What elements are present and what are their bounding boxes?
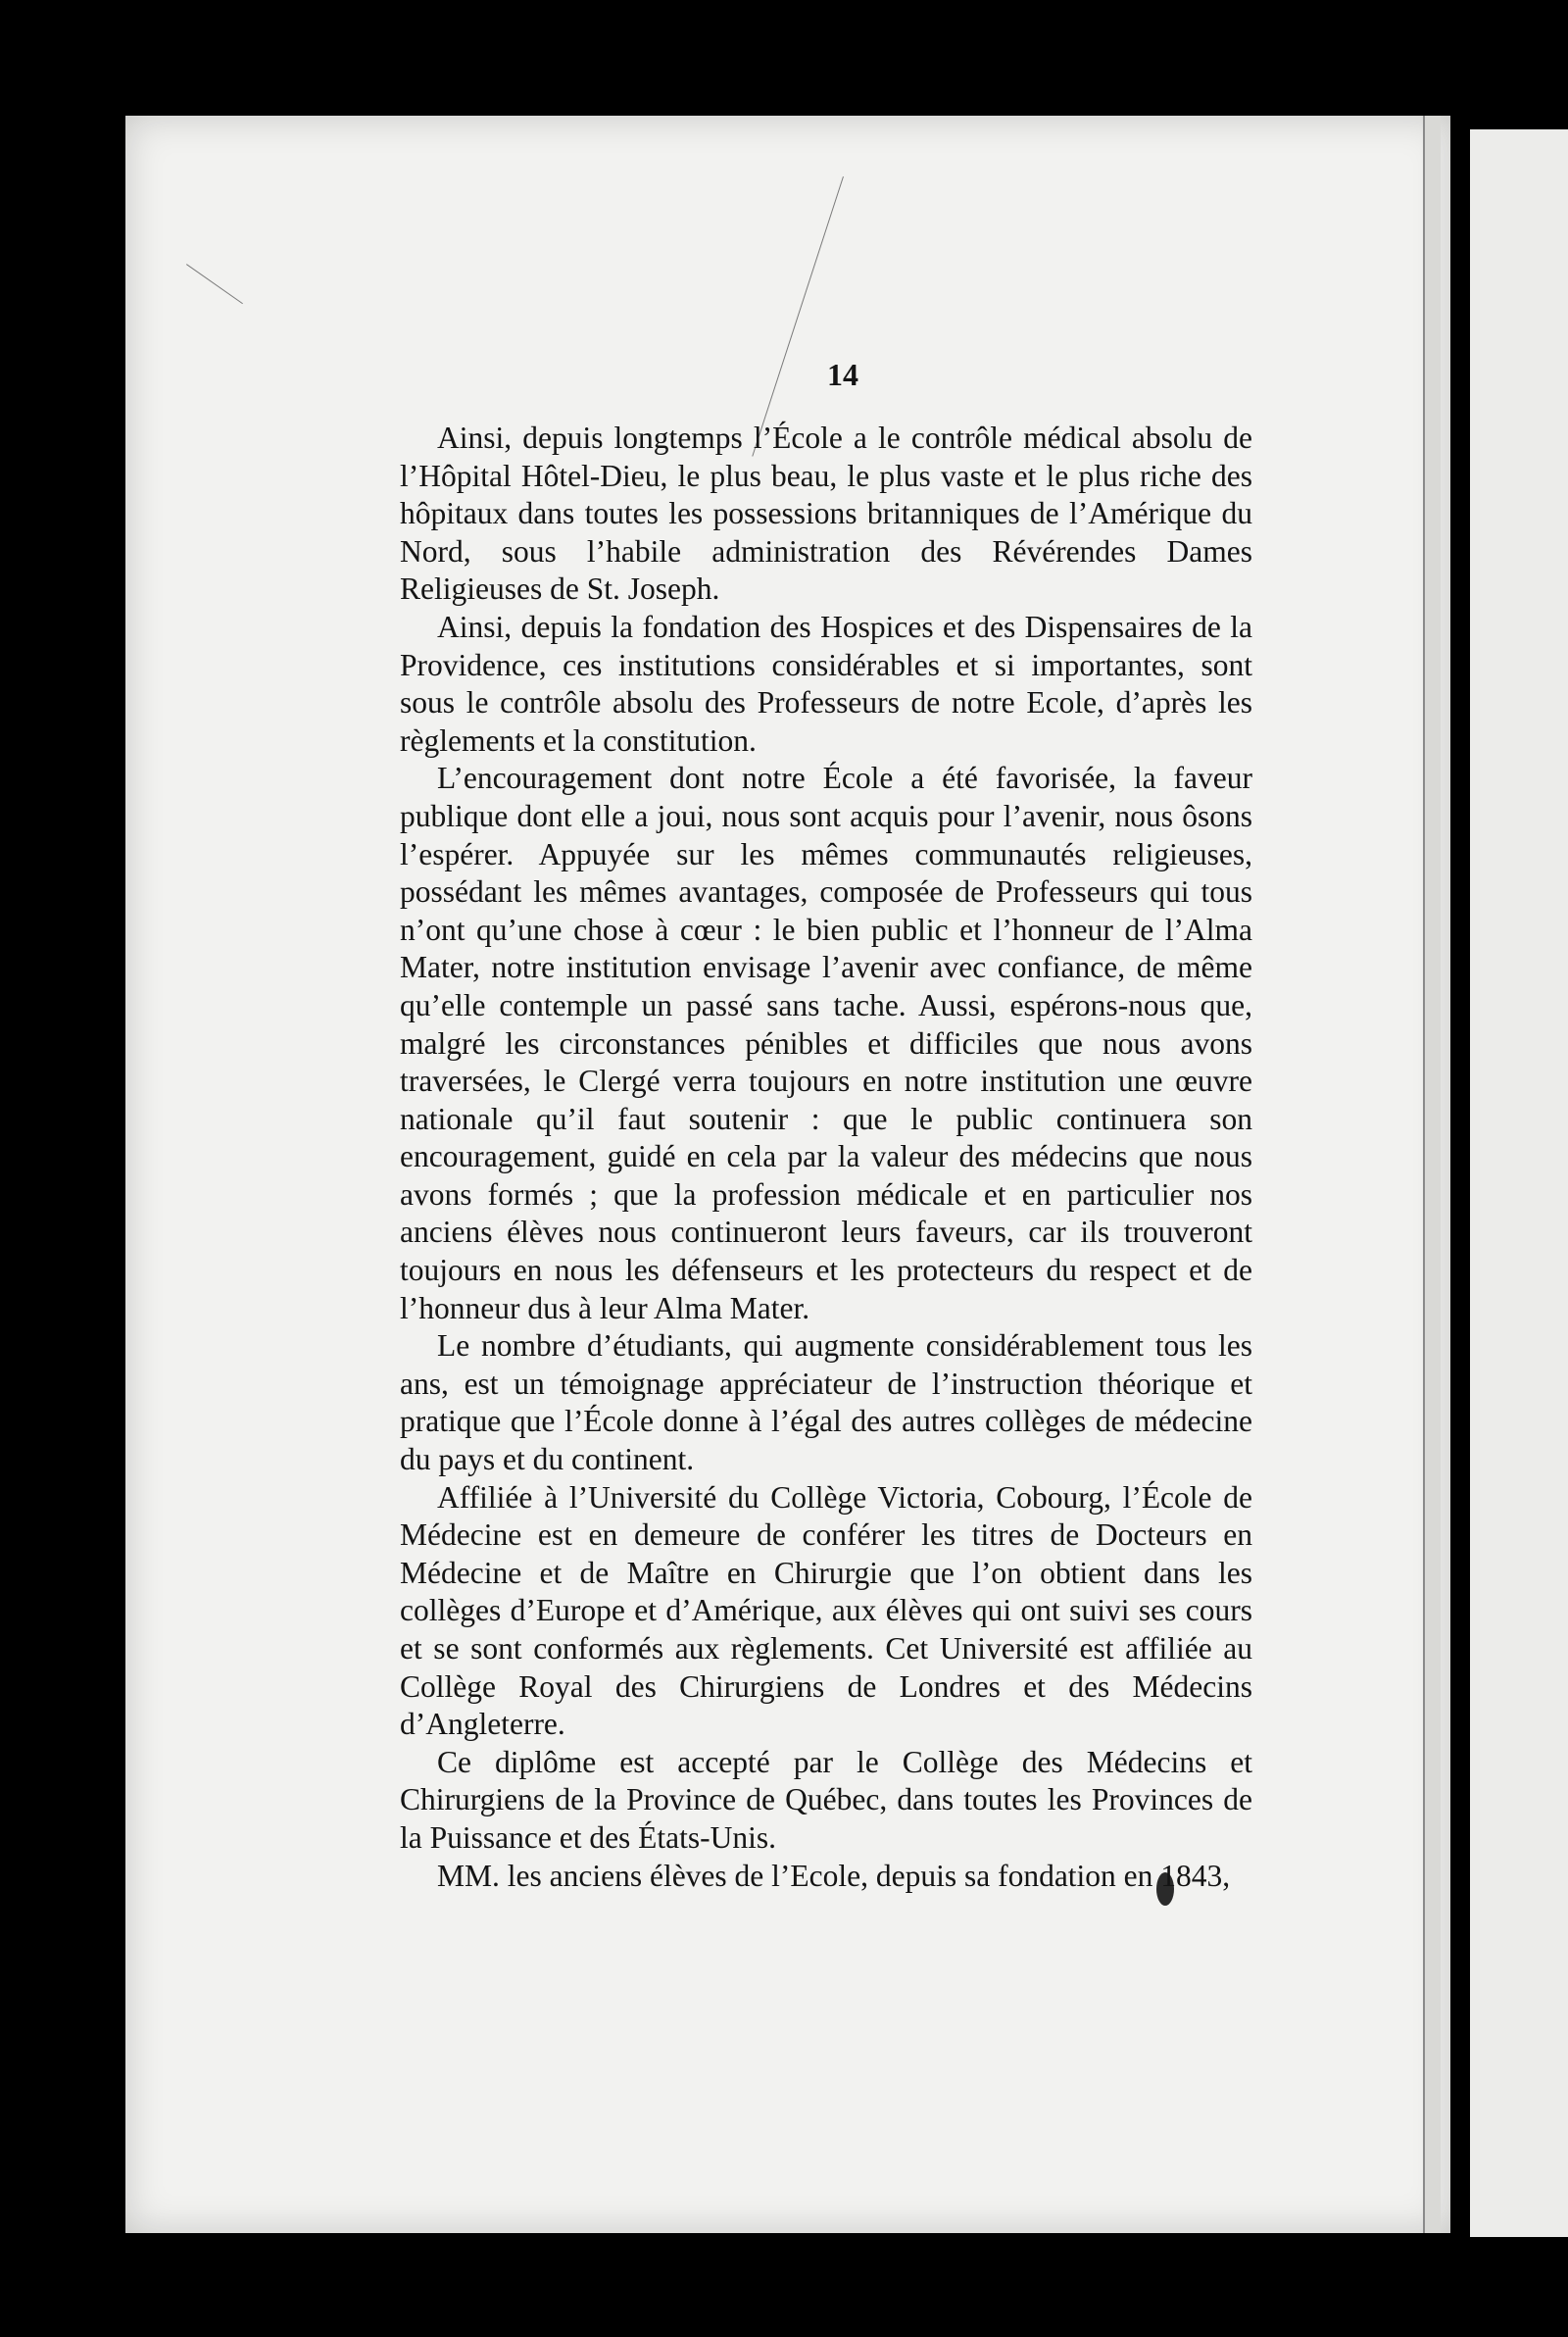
paragraph: Ce diplôme est accepté par le Collège des Médecins et Chirurgiens de la Province de Québec, dans toutes les Provinces de la Puissance et des États-Unis. — [400, 1744, 1252, 1855]
paragraph: Le nombre d’étudiants, qui augmente considérablement tous les ans, est un témoignage appréciateur de l’instruction théorique et pratique que l’École donne à l’égal des autres collèges de médecine du pays et du continent. — [400, 1328, 1252, 1477]
page-fold-edge — [1423, 116, 1441, 2233]
paragraph: Ainsi, depuis longtemps l’École a le contrôle médical absolu de l’Hôpital Hôtel-Dieu, le plus beau, le plus vaste et le plus riche des hôpitaux dans toutes les possessions britanniques de l’Amérique du Nord, sous l’habile administration des Révérendes Dames Religieuses de St. Joseph. — [400, 421, 1252, 607]
paragraph: L’encouragement dont notre École a été favorisée, la faveur publique dont elle a joui, nous sont acquis pour l’avenir, nous ôsons l’espérer. Appuyée sur les mêmes communautés religieuses, possédant les mêmes avantages, composée de Professeurs qui tous n’ont qu’une chose à cœur : le bien public et l’honneur de l’Alma Mater, notre institution envisage l’avenir avec confiance, de même qu’elle contemple un passé sans tache. Aussi, espérons-nous que, malgré les circonstances pénibles et difficiles que nous avons traversées, le Clergé verra toujours en notre institution une œuvre nationale qu’il faut soutenir : que le public continuera son encouragement, guidé en cela par la valeur des médecins que nous avons formés ; que la profession médicale et en particulier nos anciens élèves nous continueront leurs faveurs, car ils trouveront toujours en nous les défenseurs et les protecteurs du respect et de l’honneur dus à leur Alma Mater. — [400, 761, 1252, 1325]
adjacent-page-strip — [1470, 129, 1568, 2237]
paragraph: Affiliée à l’Université du Collège Victoria, Cobourg, l’École de Médecine est en demeure de conférer les titres de Docteurs en Médecine et de Maître en Chirurgie que l’on obtient dans les collèges d’Europe et d’Amérique, aux élèves qui ont suivi ses cours et se sont conformés aux règlements. Cet Université est affiliée au Collège Royal des Chirurgiens de Londres et des Médecins d’Angleterre. — [400, 1479, 1252, 1742]
page-number: 14 — [827, 357, 858, 392]
body-text — [400, 420, 1252, 1895]
paragraph: MM. les anciens élèves de l’Ecole, depuis sa fondation en 1843, — [437, 1858, 1231, 1893]
binding-gutter — [1458, 129, 1470, 2237]
paragraph: Ainsi, depuis la fondation des Hospices et des Dispensaires de la Providence, ces institutions considérables et si importantes, sont sous le contrôle absolu des Professeurs de notre Ecole, d’après les règlements et la constitution. — [400, 609, 1252, 758]
